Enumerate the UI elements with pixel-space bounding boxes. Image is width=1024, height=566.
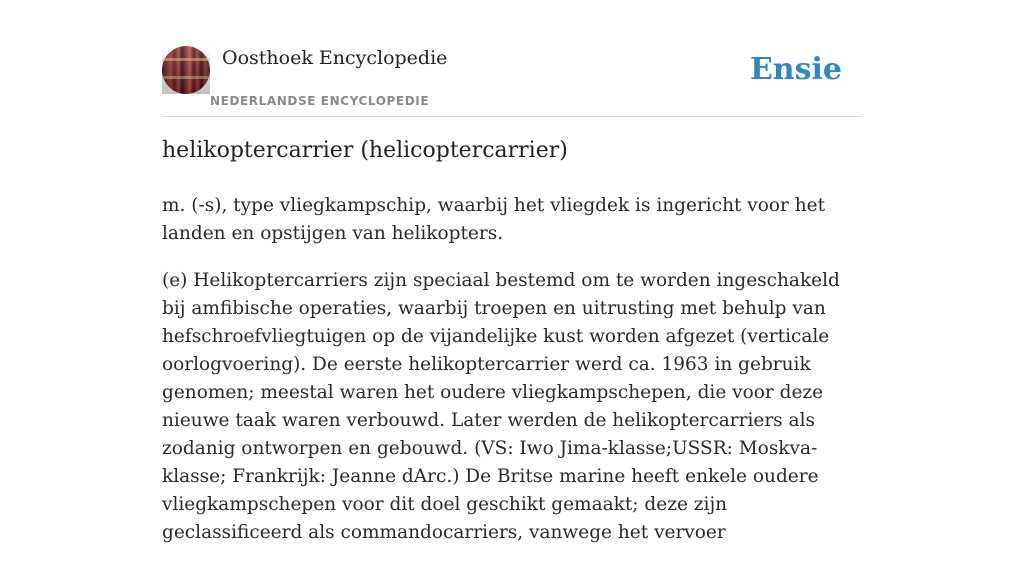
brand-logo-link[interactable]: Ensie <box>749 52 842 87</box>
entry-body <box>162 192 862 566</box>
explanation-paragraph: (e) Helikoptercarriers zijn speciaal bestemd om te worden ingeschakeld bij amfibische operaties, waarbij troepen en uitrusting met behulp van hefschroefvliegtuigen op de vijandelijke kust worden afgezet (verticale oorlogvoering). De eerste helikoptercarrier werd ca. 1963 in gebruik genomen; meestal waren het oudere vliegkampschepen, die voor deze nieuwe taak waren verbouwd. Later werden de helikoptercarriers als zodanig ontworpen en gebouwd. (VS: Iwo Jima-klasse;USSR: Moskva-klasse; Frankrijk: Jeanne dArc.) De Britse marine heeft enkele oudere vliegkampschepen voor dit doel geschikt gemaakt; deze zijn geclassificeerd als commandocarriers, vanwege het vervoer <box>162 270 840 543</box>
encyclopedia-logo-avatar[interactable] <box>162 46 210 94</box>
site-subtitle: NEDERLANDSE ENCYCLOPEDIE <box>210 94 430 108</box>
site-title-link[interactable]: Oosthoek Encyclopedie <box>222 47 448 69</box>
entry-title: helikoptercarrier (helicoptercarrier) <box>162 138 568 163</box>
definition-paragraph: m. (-s), type vliegkampschip, waarbij het vliegdek is ingericht voor het landen en opstijgen van helikopters. <box>162 195 826 244</box>
avatar-shade <box>162 46 210 94</box>
site-header <box>162 46 862 117</box>
